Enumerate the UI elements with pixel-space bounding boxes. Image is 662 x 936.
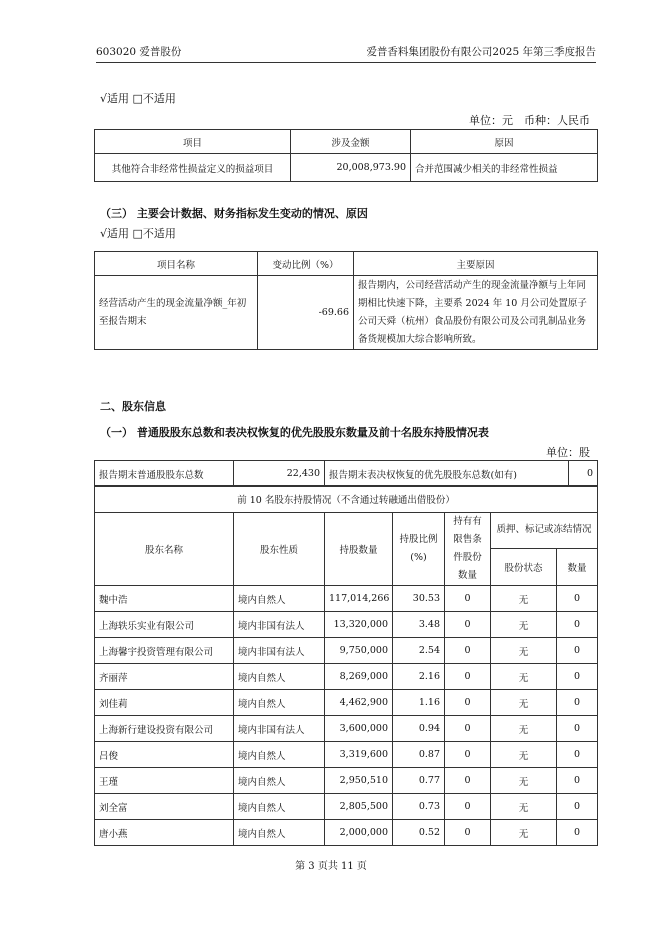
- table-row: [95, 638, 598, 664]
- cell-shareholder-nature: 境内自然人: [234, 768, 325, 794]
- cell-restricted: 0: [445, 742, 491, 768]
- col-header-pledge-count: 数量: [557, 548, 598, 585]
- cell-pledge-count: 0: [557, 638, 598, 664]
- cell-restricted: 0: [445, 794, 491, 820]
- total-shareholders-value: 22,430: [234, 461, 325, 487]
- cell-shareholder-name: 唐小燕: [95, 820, 234, 846]
- cell-share-status: 无: [491, 742, 557, 768]
- cell-restricted: 0: [445, 664, 491, 690]
- header-report-title: 爱普香料集团股份有限公司2025 年第三季度报告: [366, 46, 596, 58]
- table-row: [95, 716, 598, 742]
- table-row: [95, 664, 598, 690]
- cell-shareholder-name: 魏中浩: [95, 586, 234, 612]
- cell-reason: 合并范围减少相关的非经常性损益: [411, 154, 598, 182]
- top10-shareholders-table: [94, 485, 598, 846]
- cell-ratio: 0.52: [393, 820, 445, 846]
- cell-pledge-count: 0: [557, 612, 598, 638]
- cell-shareholder-nature: 境内自然人: [234, 794, 325, 820]
- table-row: [95, 612, 598, 638]
- col-header-shareholder-name: 股东名称: [95, 513, 234, 586]
- cell-shares: 117,014,266: [325, 586, 393, 612]
- cell-restricted: 0: [445, 586, 491, 612]
- cell-shareholder-nature: 境内自然人: [234, 820, 325, 846]
- cell-share-status: 无: [491, 586, 557, 612]
- total-shareholders-label: 报告期末普通股股东总数: [95, 461, 234, 487]
- cell-change-ratio: -69.66: [258, 276, 354, 350]
- cell-pledge-count: 0: [557, 768, 598, 794]
- cell-shareholder-nature: 境内非国有法人: [234, 638, 325, 664]
- cell-pledge-count: 0: [557, 794, 598, 820]
- col-header-shareholder-nature: 股东性质: [234, 513, 325, 586]
- cell-shares: 2,950,510: [325, 768, 393, 794]
- col-header-pledge: 质押、标记或冻结情况: [491, 513, 598, 549]
- cell-share-status: 无: [491, 768, 557, 794]
- cell-shares: 2,805,500: [325, 794, 393, 820]
- cell-pledge-count: 0: [557, 716, 598, 742]
- cell-restricted: 0: [445, 612, 491, 638]
- cell-ratio: 0.77: [393, 768, 445, 794]
- preferred-shareholders-value: 0: [569, 461, 598, 487]
- cell-amount: 20,008,973.90: [291, 154, 411, 182]
- col-header-item: 项目: [95, 130, 291, 154]
- col-header-main-reason: 主要原因: [354, 252, 598, 276]
- cell-share-status: 无: [491, 794, 557, 820]
- col-header-amount: 涉及金额: [291, 130, 411, 154]
- applicable-checkbox-1: √适用 □不适用: [100, 92, 176, 105]
- preferred-shareholders-label: 报告期末表决权恢复的优先股股东总数(如有): [325, 461, 569, 487]
- cell-shareholder-nature: 境内自然人: [234, 664, 325, 690]
- cell-pledge-count: 0: [557, 586, 598, 612]
- cell-shareholder-nature: 境内自然人: [234, 586, 325, 612]
- unit-shares-label: 单位：股: [546, 446, 590, 459]
- col-header-restricted: 持有有限售条件股份数量: [445, 513, 491, 586]
- page-number: 第 3 页共 11 页: [295, 861, 367, 872]
- cell-pledge-count: 0: [557, 690, 598, 716]
- section-title-shareholders: 二、股东信息: [100, 400, 166, 413]
- cell-shareholder-nature: 境内非国有法人: [234, 716, 325, 742]
- cell-restricted: 0: [445, 716, 491, 742]
- cell-main-reason: 报告期内，公司经营活动产生的现金流量净额与上年同期相比快速下降，主要系 2024 年 10 月公司处置原子公司天舜（杭州）食品股份有限公司及公司乳制品业务备货规模加大综合影响所致。: [354, 276, 598, 350]
- cell-ratio: 3.48: [393, 612, 445, 638]
- cell-shareholder-name: 齐丽萍: [95, 664, 234, 690]
- cell-shares: 4,462,900: [325, 690, 393, 716]
- header-stock-code: 603020 爱普股份: [96, 46, 182, 58]
- cell-shareholder-name: 吕俊: [95, 742, 234, 768]
- cell-shareholder-nature: 境内自然人: [234, 690, 325, 716]
- col-header-shares: 持股数量: [325, 513, 393, 586]
- cell-share-status: 无: [491, 690, 557, 716]
- cell-item: 其他符合非经常性损益定义的损益项目: [95, 154, 291, 182]
- section-subtitle-top10: （一） 普通股股东总数和表决权恢复的优先股股东数量及前十名股东持股情况表: [100, 426, 489, 439]
- cell-ratio: 1.16: [393, 690, 445, 716]
- cell-share-status: 无: [491, 820, 557, 846]
- cell-ratio: 2.54: [393, 638, 445, 664]
- cell-pledge-count: 0: [557, 664, 598, 690]
- header-divider: [96, 62, 596, 63]
- table-row: [95, 768, 598, 794]
- section-title-changes: （三） 主要会计数据、财务指标发生变动的情况、原因: [100, 207, 368, 220]
- cell-shareholder-name: 王瑾: [95, 768, 234, 794]
- cell-shareholder-name: 刘佳莉: [95, 690, 234, 716]
- cell-pledge-count: 0: [557, 820, 598, 846]
- cell-shareholder-name: 刘全富: [95, 794, 234, 820]
- cell-ratio: 0.73: [393, 794, 445, 820]
- cell-share-status: 无: [491, 716, 557, 742]
- cell-pledge-count: 0: [557, 742, 598, 768]
- cell-shares: 8,269,000: [325, 664, 393, 690]
- top10-title: 前 10 名股东持股情况（不含通过转融通出借股份）: [95, 486, 598, 513]
- cell-shares: 13,320,000: [325, 612, 393, 638]
- table-row: [95, 742, 598, 768]
- cell-shareholder-name: 上海新行建设投资有限公司: [95, 716, 234, 742]
- cell-restricted: 0: [445, 820, 491, 846]
- cell-item-name: 经营活动产生的现金流量净额_年初至报告期末: [95, 276, 258, 350]
- col-header-change-ratio: 变动比例（%）: [258, 252, 354, 276]
- applicable-checkbox-2: √适用 □不适用: [100, 227, 176, 240]
- cell-share-status: 无: [491, 664, 557, 690]
- col-header-item-name: 项目名称: [95, 252, 258, 276]
- cell-shares: 2,000,000: [325, 820, 393, 846]
- unit-currency-label: 单位：元 币种：人民币: [469, 114, 590, 127]
- cell-ratio: 30.53: [393, 586, 445, 612]
- cell-shares: 9,750,000: [325, 638, 393, 664]
- table-row: [95, 794, 598, 820]
- table-row: [95, 690, 598, 716]
- cell-shareholder-name: 上海轶乐实业有限公司: [95, 612, 234, 638]
- indicator-change-table: [94, 251, 598, 350]
- cell-ratio: 0.87: [393, 742, 445, 768]
- cell-share-status: 无: [491, 638, 557, 664]
- cell-restricted: 0: [445, 690, 491, 716]
- col-header-reason: 原因: [411, 130, 598, 154]
- col-header-share-status: 股份状态: [491, 548, 557, 585]
- cell-shareholder-nature: 境内自然人: [234, 742, 325, 768]
- table-row: [95, 820, 598, 846]
- table-row: [95, 586, 598, 612]
- cell-share-status: 无: [491, 612, 557, 638]
- non-recurring-table: [94, 129, 598, 182]
- cell-restricted: 0: [445, 768, 491, 794]
- cell-restricted: 0: [445, 638, 491, 664]
- col-header-ratio: 持股比例(%): [393, 513, 445, 586]
- shareholder-summary-table: [94, 460, 598, 487]
- cell-shareholder-nature: 境内非国有法人: [234, 612, 325, 638]
- cell-shares: 3,600,000: [325, 716, 393, 742]
- cell-shareholder-name: 上海馨宇投资管理有限公司: [95, 638, 234, 664]
- cell-ratio: 2.16: [393, 664, 445, 690]
- cell-ratio: 0.94: [393, 716, 445, 742]
- cell-shares: 3,319,600: [325, 742, 393, 768]
